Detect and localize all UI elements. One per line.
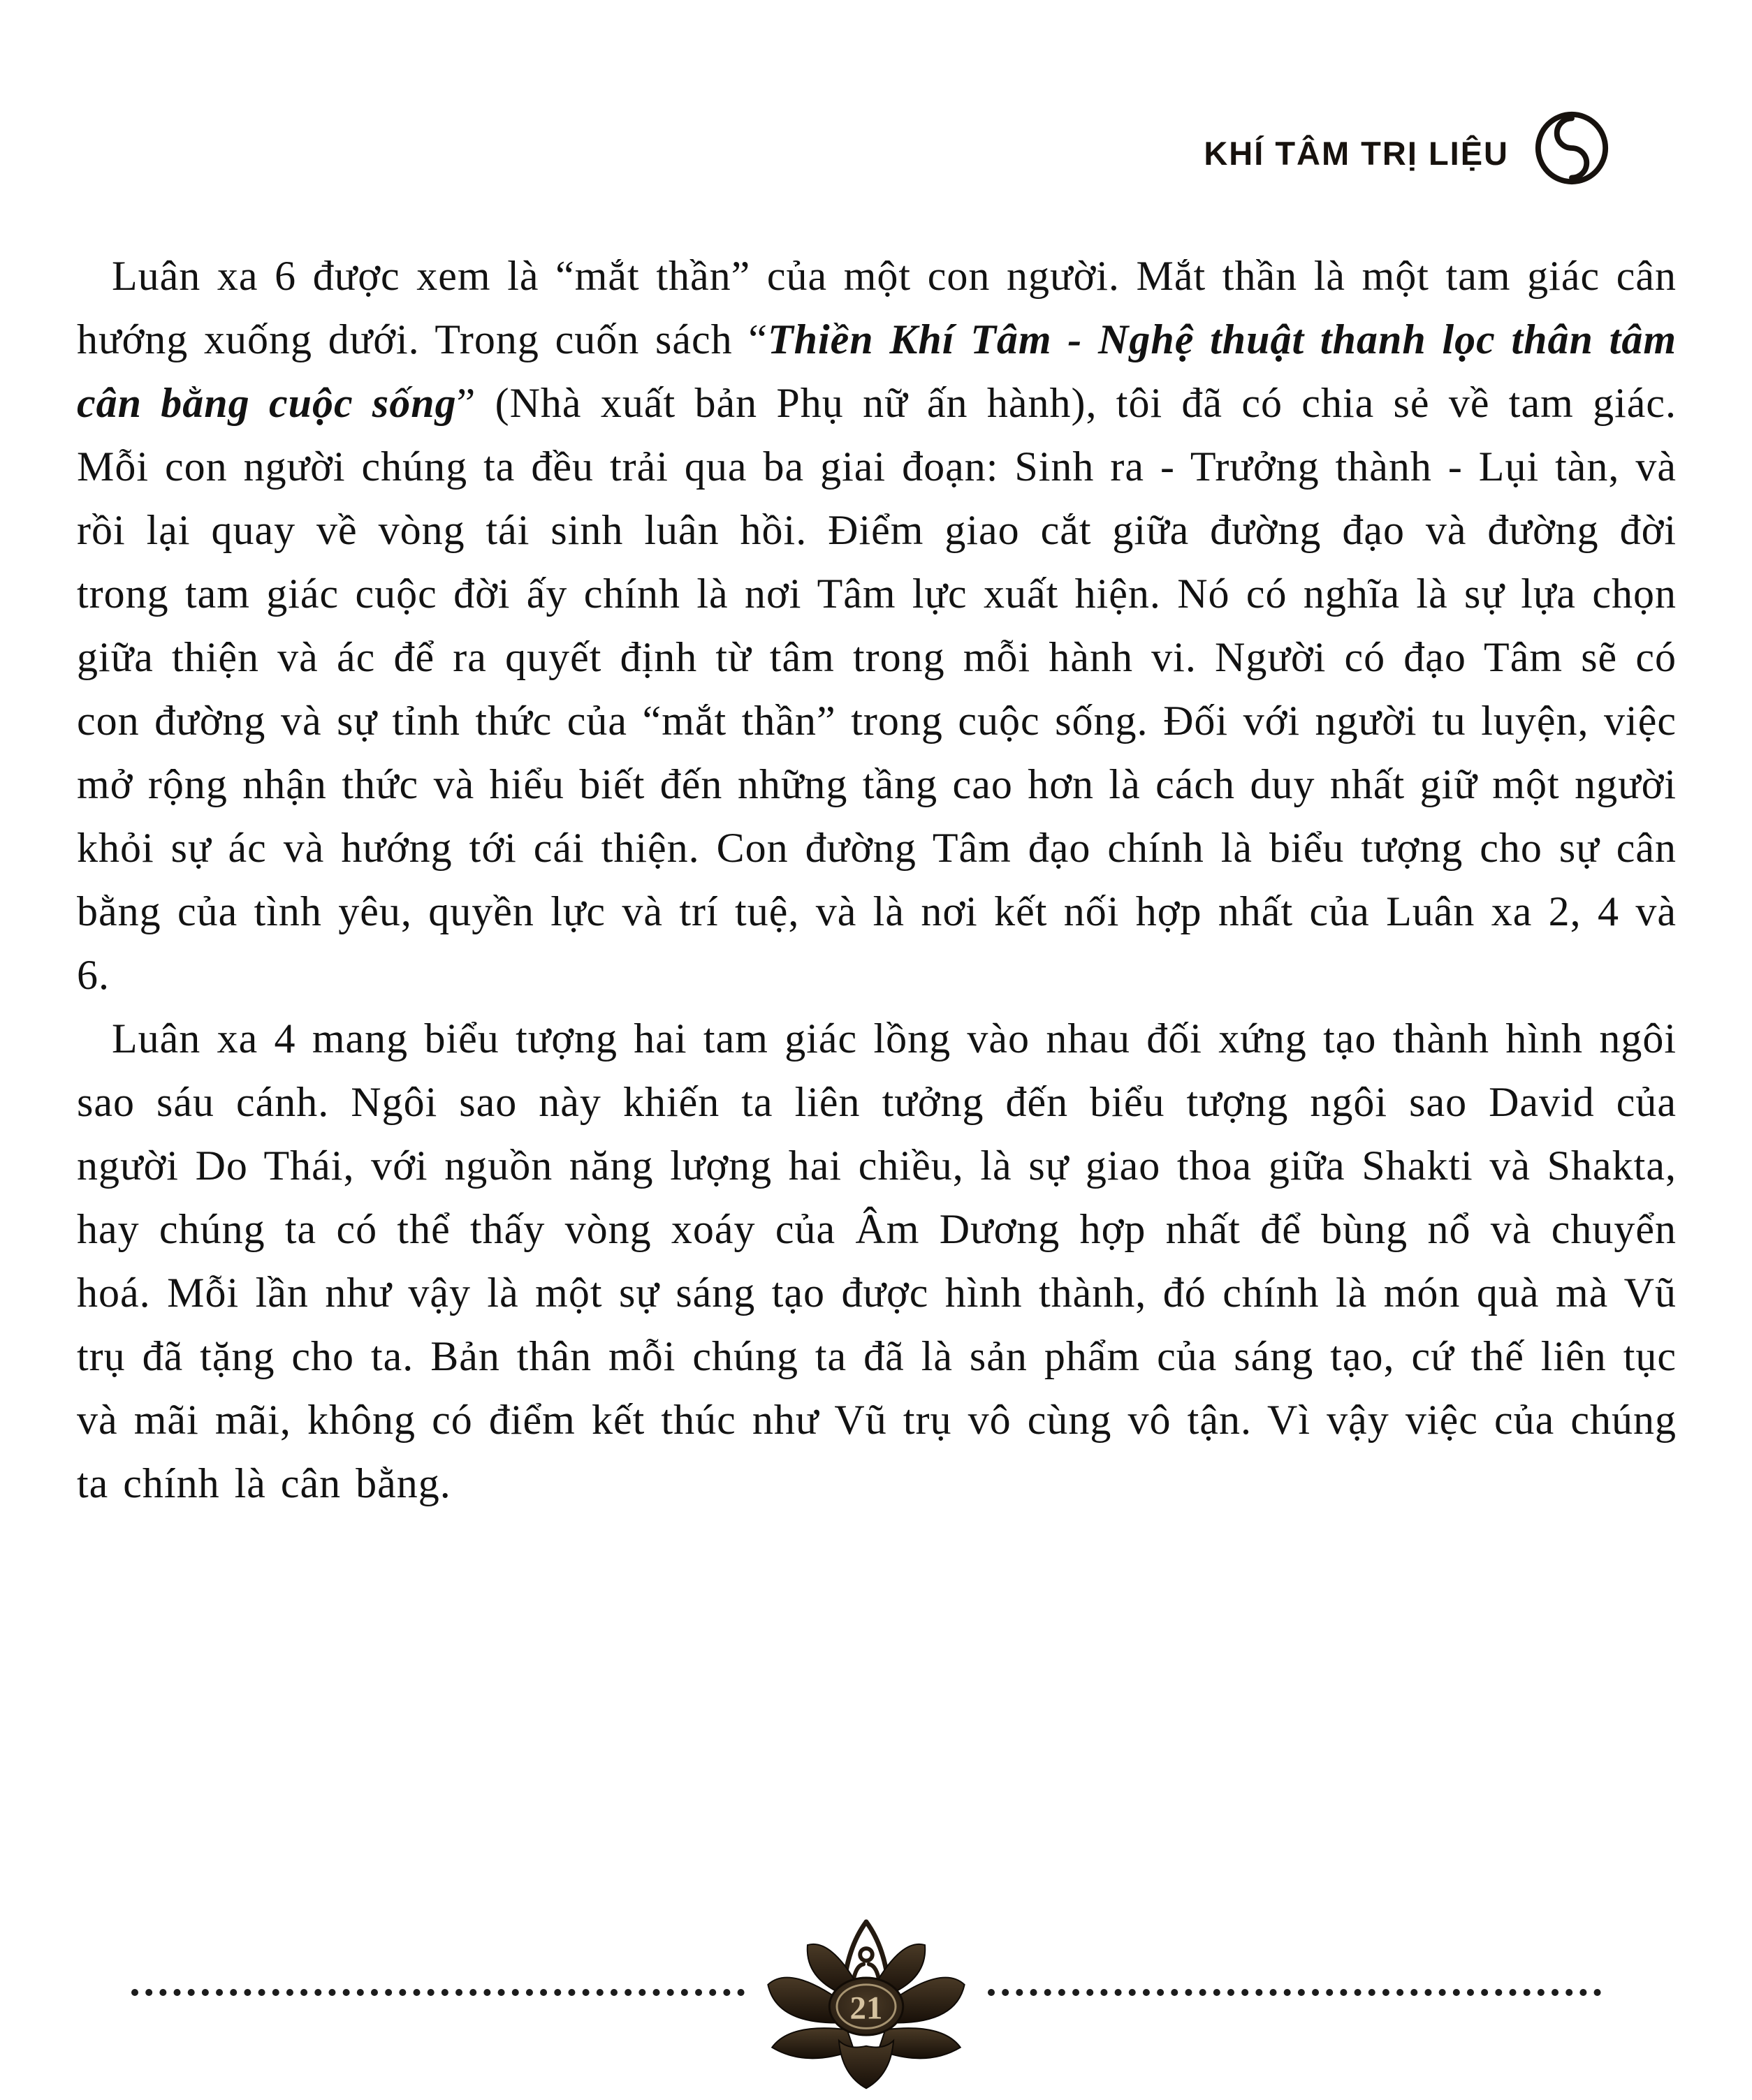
paragraph-1-text-b: ” (Nhà xuất bản Phụ nữ ấn hành), tôi đã có chia sẻ về tam giác. Mỗi con người chúng ta đều trải qua ba giai đoạn: Sinh ra - Trưởng thành - Lụi tàn, và rồi lại quay về vòng tái sinh luân hồi. Điểm giao cắt giữa đường đạo và đường đời trong tam giác cuộc đời ấy chính là nơi Tâm lực xuất hiện. Nó có nghĩa là sự lựa chọn giữa thiện và ác để ra quyết định từ tâm trong mỗi hành vi. Người có đạo Tâm sẽ có con đường và sự tỉnh thức của “mắt thần” trong cuộc sống. Đối với người tu luyện, việc mở rộng nhận thức và hiểu biết đến những tầng cao hơn là cách duy nhất giữ một người khỏi sự ác và hướng tới cái thiện. Con đường Tâm đạo chính là biểu tượng cho sự cân bằng của tình yêu, quyền lực và trí tuệ, và là nơi kết nối hợp nhất của Luân xa 2, 4 và 6. xyxy=(77,380,1677,998)
header-running-title: KHÍ TÂM TRỊ LIỆU xyxy=(1204,135,1509,172)
paragraph-1-text-a: Luân xa 6 được xem là “mắt thần” của một con người. Mắt thần là một tam giác cân hướng xuống dưới. Trong cuốn sách “ xyxy=(77,253,1677,362)
dotted-divider-right xyxy=(988,1989,1601,1996)
yin-yang-s-logo-icon xyxy=(1533,109,1611,187)
page-number: 21 xyxy=(849,1990,883,2027)
book-title-emphasis: Thiền Khí Tâm - Nghệ thuật thanh lọc thân tâm cân bằng cuộc sống xyxy=(77,316,1677,426)
lotus-meditation-icon xyxy=(746,1919,986,2097)
meditating-figure-icon xyxy=(846,1922,887,1978)
dotted-divider-left xyxy=(131,1989,745,1996)
paragraph-2: Luân xa 4 mang biểu tượng hai tam giác lồng vào nhau đối xứng tạo thành hình ngôi sao sáu cánh. Ngôi sao này khiến ta liên tưởng đến biểu tượng ngôi sao David của người Do Thái, với nguồn năng lượng hai chiều, là sự giao thoa giữa Shakti và Shakta, hay chúng ta có thể thấy vòng xoáy của Âm Dương hợp nhất để bùng nổ và chuyển hoá. Mỗi lần như vậy là một sự sáng tạo được hình thành, đó chính là món quà mà Vũ trụ đã tặng cho ta. Bản thân mỗi chúng ta đã là sản phẩm của sáng tạo, cứ thế liên tục và mãi mãi, không có điểm kết thúc như Vũ trụ vô cùng vô tận. Vì vậy việc của chúng ta chính là cân bằng. xyxy=(77,1015,1677,1506)
page-body xyxy=(77,244,1677,1515)
paragraph-1 xyxy=(77,244,1677,1007)
